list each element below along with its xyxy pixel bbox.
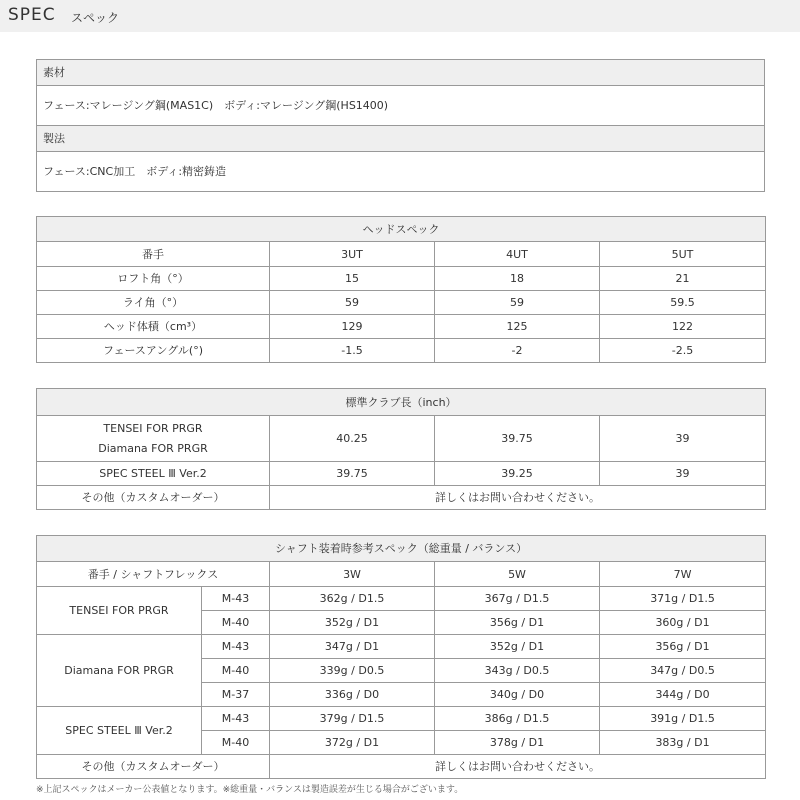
table-cell: 59	[270, 291, 435, 315]
method-title: 製法	[37, 126, 765, 152]
table-cell: 360g / D1	[600, 611, 766, 635]
table-cell: 15	[270, 267, 435, 291]
flex-cell: M-37	[202, 683, 270, 707]
footnote: ※上記スペックはメーカー公表値となります。※総重量・バランスは製造誤差が生じる場合がございます。	[36, 785, 464, 795]
flex-cell: M-40	[202, 611, 270, 635]
table-cell: 詳しくはお問い合わせください。	[270, 755, 766, 779]
table-cell: 122	[600, 315, 766, 339]
table-cell: 339g / D0.5	[270, 659, 435, 683]
table-cell: -2.5	[600, 339, 766, 363]
flex-cell: M-40	[202, 731, 270, 755]
table-cell: 371g / D1.5	[600, 587, 766, 611]
shaft-name: TENSEI FOR PRGR	[103, 421, 203, 435]
table-cell: 343g / D0.5	[435, 659, 600, 683]
table-cell: -2	[435, 339, 600, 363]
table-cell: 39.75	[270, 462, 435, 486]
table-cell: 379g / D1.5	[270, 707, 435, 731]
table-cell: 367g / D1.5	[435, 587, 600, 611]
page-subtitle: スペック	[71, 11, 120, 25]
table-cell: 39.25	[435, 462, 600, 486]
table-row	[37, 416, 766, 462]
table-cell: 340g / D0	[435, 683, 600, 707]
table-cell: 39.75	[435, 416, 600, 462]
club-length-title: 標準クラブ長（inch）	[37, 389, 766, 416]
row-label: ロフト角（°）	[37, 267, 270, 291]
flex-cell: M-40	[202, 659, 270, 683]
table-cell: 39	[600, 462, 766, 486]
table-cell: 39	[600, 416, 766, 462]
table-cell: 129	[270, 315, 435, 339]
row-label: ヘッド体積（cm³）	[37, 315, 270, 339]
table-cell: 347g / D0.5	[600, 659, 766, 683]
table-row	[37, 486, 766, 510]
head-spec-title: ヘッドスペック	[37, 217, 766, 242]
table-header: 5UT	[600, 242, 766, 267]
table-cell: 378g / D1	[435, 731, 600, 755]
row-label	[37, 416, 270, 462]
table-row	[37, 707, 766, 731]
shaft-name: Diamana FOR PRGR	[98, 441, 208, 455]
shaft-spec-title: シャフト装着時参考スペック（総重量 / バランス）	[37, 536, 766, 562]
table-row	[37, 587, 766, 611]
table-cell: 詳しくはお問い合わせください。	[270, 486, 766, 510]
table-row	[37, 635, 766, 659]
table-cell: 59.5	[600, 291, 766, 315]
table-cell: 362g / D1.5	[270, 587, 435, 611]
table-cell: 356g / D1	[600, 635, 766, 659]
flex-cell: M-43	[202, 635, 270, 659]
table-header: 5W	[435, 562, 600, 587]
method-text: フェース:CNC加工 ボディ:精密鋳造	[37, 152, 765, 192]
table-cell: 391g / D1.5	[600, 707, 766, 731]
flex-cell: M-43	[202, 587, 270, 611]
table-row	[37, 315, 766, 339]
table-header: 7W	[600, 562, 766, 587]
table-row	[37, 755, 766, 779]
table-cell: 59	[435, 291, 600, 315]
table-cell: 18	[435, 267, 600, 291]
table-cell: 352g / D1	[435, 635, 600, 659]
table-cell: 352g / D1	[270, 611, 435, 635]
table-cell: 125	[435, 315, 600, 339]
table-row	[37, 462, 766, 486]
table-cell: 356g / D1	[435, 611, 600, 635]
head-spec-table	[36, 216, 766, 363]
table-cell: 386g / D1.5	[435, 707, 600, 731]
table-cell: 21	[600, 267, 766, 291]
material-title: 素材	[37, 60, 765, 86]
table-cell: 347g / D1	[270, 635, 435, 659]
row-label: SPEC STEEL Ⅲ Ver.2	[37, 462, 270, 486]
shaft-name: TENSEI FOR PRGR	[37, 587, 202, 635]
table-cell: 344g / D0	[600, 683, 766, 707]
table-header: 3W	[270, 562, 435, 587]
shaft-spec-table	[36, 535, 766, 779]
page-title: SPEC	[8, 5, 56, 25]
page-header	[0, 0, 800, 32]
row-label: ライ角（°）	[37, 291, 270, 315]
table-header: 3UT	[270, 242, 435, 267]
table-header: 番手 / シャフトフレックス	[37, 562, 270, 587]
table-header: 番手	[37, 242, 270, 267]
shaft-name: Diamana FOR PRGR	[37, 635, 202, 707]
table-row	[37, 339, 766, 363]
table-cell: 383g / D1	[600, 731, 766, 755]
table-cell: -1.5	[270, 339, 435, 363]
material-text: フェース:マレージング鋼(MAS1C) ボディ:マレージング鋼(HS1400)	[37, 86, 765, 126]
table-cell: 336g / D0	[270, 683, 435, 707]
table-cell: 372g / D1	[270, 731, 435, 755]
row-label: フェースアングル(°)	[37, 339, 270, 363]
flex-cell: M-43	[202, 707, 270, 731]
table-header: 4UT	[435, 242, 600, 267]
club-length-table	[36, 388, 766, 510]
row-label: その他（カスタムオーダー）	[37, 486, 270, 510]
row-label: その他（カスタムオーダー）	[37, 755, 270, 779]
shaft-name: SPEC STEEL Ⅲ Ver.2	[37, 707, 202, 755]
table-row	[37, 267, 766, 291]
table-cell: 40.25	[270, 416, 435, 462]
material-table	[36, 59, 765, 192]
table-row	[37, 291, 766, 315]
